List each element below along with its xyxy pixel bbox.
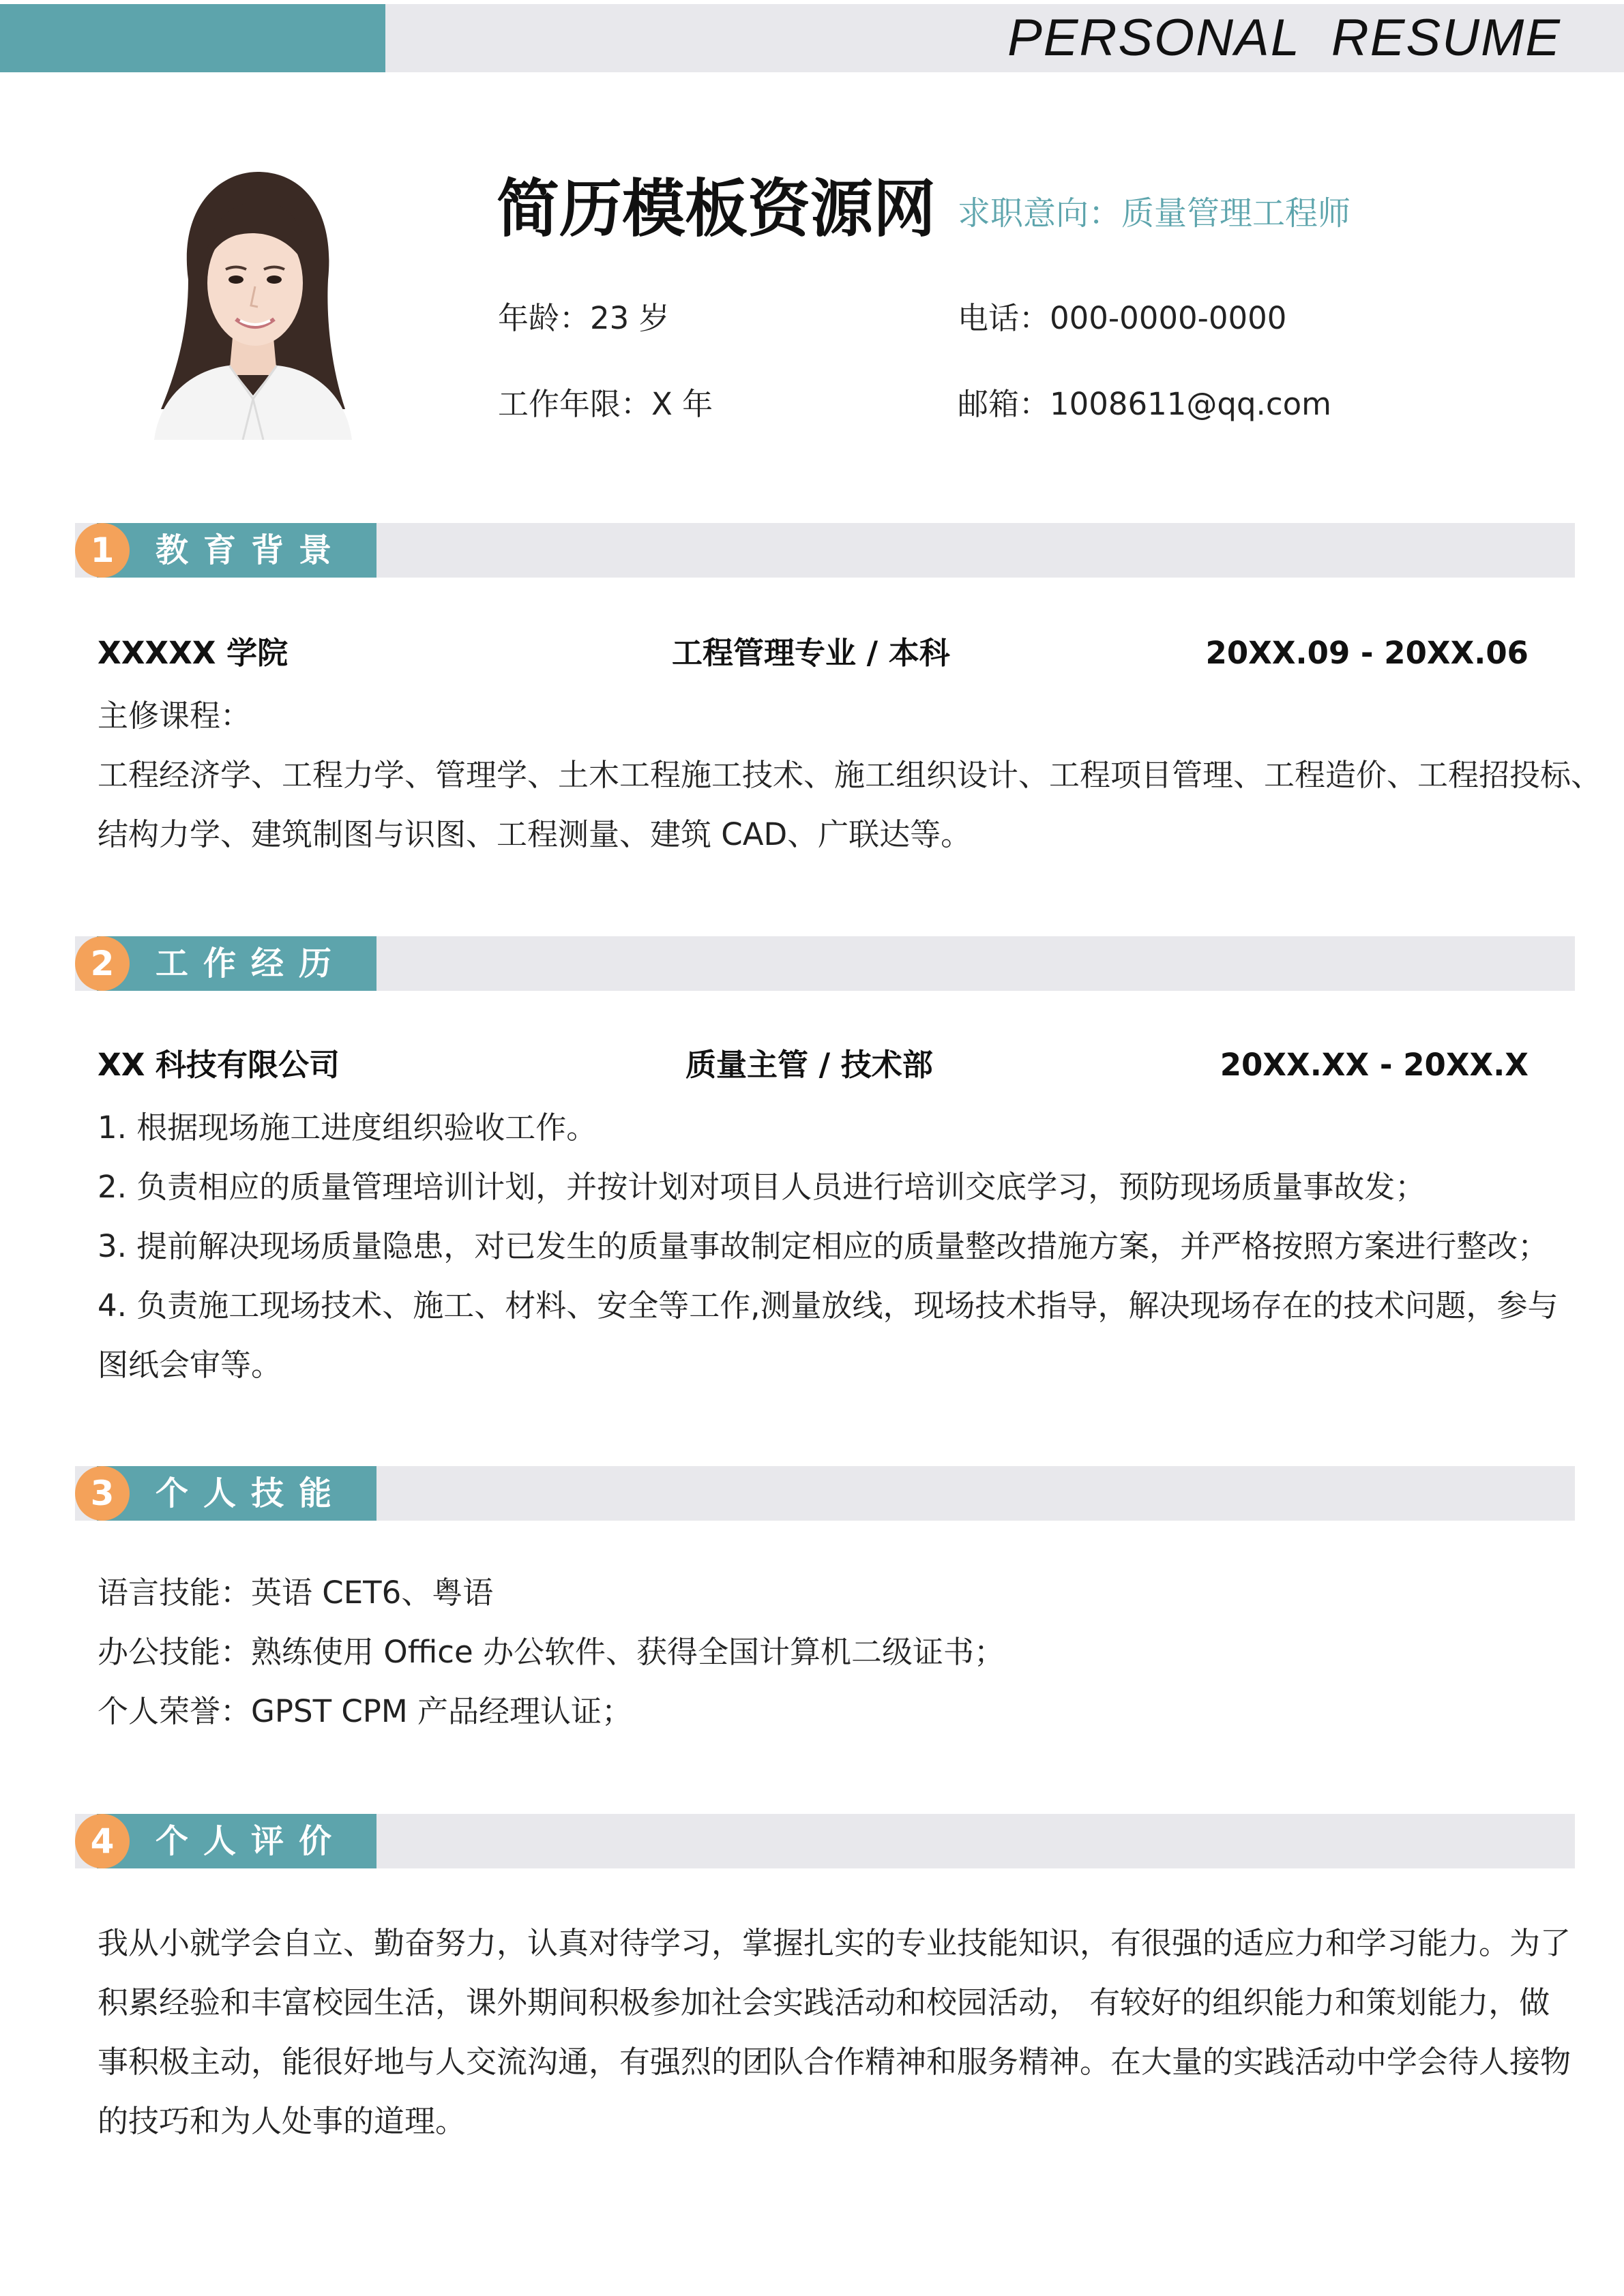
- skills-list: [98, 1563, 1550, 1741]
- job-intention: 求职意向：质量管理工程师: [958, 194, 1351, 233]
- skill-line: 办公技能：熟练使用 Office 办公软件、获得全国计算机二级证书；: [98, 1634, 1005, 1670]
- evaluation-text: [98, 1913, 1571, 2151]
- banner-title: PERSONAL RESUME: [1007, 9, 1561, 67]
- courses-line: 结构力学、建筑制图与识图、工程测量、建筑 CAD、广联达等。: [98, 816, 972, 852]
- evaluation-line: 的技巧和为人处事的道理。: [98, 2103, 467, 2139]
- section-title-evaluation: 个人评价: [156, 1822, 347, 1860]
- work-company: XX 科技有限公司: [98, 1047, 340, 1083]
- evaluation-line: 积累经验和丰富校园生活，课外期间积极参加社会实践活动和校园活动， 有较好的组织能力和策划能力，做: [98, 1984, 1550, 2021]
- banner-accent-block: [0, 4, 385, 72]
- education-date: 20XX.09 - 20XX.06: [1205, 635, 1529, 671]
- work-date: 20XX.XX - 20XX.X: [1220, 1047, 1529, 1083]
- work-position: 质量主管 / 技术部: [685, 1047, 933, 1083]
- education-school: XXXXX 学院: [98, 635, 289, 671]
- email-info: 邮箱：1008611@qq.com: [958, 386, 1331, 422]
- duty-line: 1. 根据现场施工进度组织验收工作。: [98, 1109, 597, 1146]
- section-number-badge: 2: [75, 936, 130, 991]
- duty-line: 4. 负责施工现场技术、施工、材料、安全等工作,测量放线，现场技术指导，解决现场存在的技术问题，参与: [98, 1287, 1559, 1324]
- section-title-skills: 个人技能: [156, 1474, 347, 1512]
- education-major: 工程管理专业 / 本科: [672, 635, 950, 671]
- duty-line: 3. 提前解决现场质量隐患，对已发生的质量事故制定相应的质量整改措施方案，并严格按照方案进行整改；: [98, 1228, 1549, 1264]
- profile-photo: [141, 164, 359, 440]
- courses-line: 工程经济学、工程力学、管理学、土木工程施工技术、施工组织设计、工程项目管理、工程造价、工程招投标、: [98, 757, 1602, 793]
- section-number-badge: 4: [75, 1814, 130, 1868]
- skill-line: 语言技能：英语 CET6、粤语: [98, 1575, 494, 1611]
- evaluation-line: 事积极主动，能很好地与人交流沟通，有强烈的团队合作精神和服务精神。在大量的实践活动中学会待人接物: [98, 2044, 1571, 2080]
- duty-line: 图纸会审等。: [98, 1347, 282, 1383]
- education-courses: [98, 686, 1602, 864]
- portrait-illustration: [141, 164, 359, 440]
- courses-label: 主修课程：: [98, 698, 252, 734]
- section-title-work: 工作经历: [156, 944, 347, 983]
- skill-line: 个人荣誉：GPST CPM 产品经理认证；: [98, 1693, 633, 1729]
- section-title-education: 教育背景: [156, 531, 347, 569]
- duty-line: 2. 负责相应的质量管理培训计划，并按计划对项目人员进行培训交底学习，预防现场质量事故发；: [98, 1169, 1426, 1205]
- section-number-badge: 1: [75, 523, 130, 578]
- section-number-badge: 3: [75, 1466, 130, 1521]
- phone-info: 电话：000-0000-0000: [958, 300, 1287, 336]
- evaluation-line: 我从小就学会自立、勤奋努力，认真对待学习，掌握扎实的专业技能知识，有很强的适应力和学习能力。为了: [98, 1925, 1571, 1961]
- candidate-name: 简历模板资源网: [497, 173, 936, 245]
- work-years-info: 工作年限：X 年: [498, 386, 713, 422]
- age-info: 年龄：23 岁: [498, 300, 670, 336]
- work-duties: [98, 1098, 1559, 1395]
